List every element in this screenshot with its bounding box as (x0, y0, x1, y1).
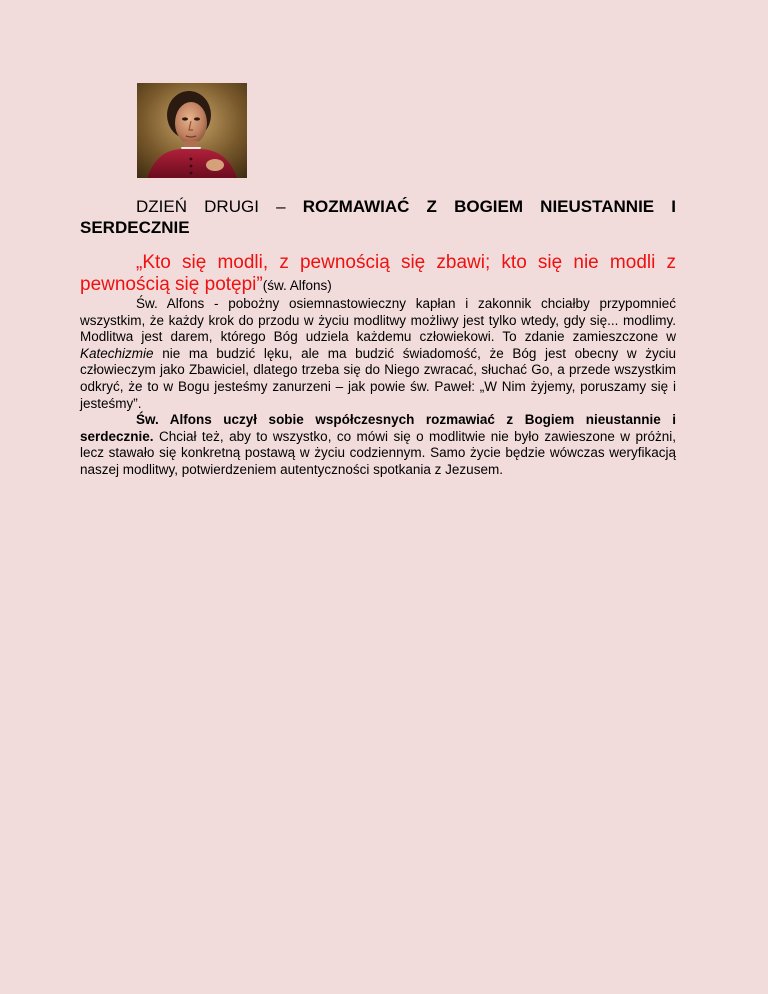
red-quote (80, 252, 676, 297)
heading-prefix: DZIEŃ DRUGI – (136, 197, 303, 216)
body-text (80, 296, 676, 479)
heading-title: ROZMAWIAĆ Z BOGIEM NIEUSTANNIE I SERDECZNIE (80, 197, 677, 237)
paragraph-1-part-1: Św. Alfons - pobożny osiemnastowieczny kapłan i zakonnik chciałby przypomnieć wszystkim, że każdy krok do przodu w życiu modlitwy możliwy jest tylko wtedy, gdy się... modlimy. Modlitwa jest darem, którego Bóg udziela każdemu człowiekowi. To zdanie zamieszczone w (80, 296, 676, 345)
paragraph-2-rest: Chciał też, aby to wszystko, co mówi się o modlitwie nie było zawieszone w próżni, lecz stawało się konkretną postawą w życiu codziennym. Samo życie będzie wówczas weryfikacją naszej modlitwy, potwierdzeniem autentyczności spotkania z Jezusem. (80, 428, 676, 477)
paragraph-2-bold: Św. Alfons uczył sobie współczesnych rozmawiać z Bogiem nieustannie i serdecznie. (80, 412, 676, 444)
quote-source: (św. Alfons) (262, 278, 332, 293)
paragraph-1 (80, 296, 676, 412)
quote-text: „Kto się modli, z pewnością się zbawi; kto się nie modli z pewnością się potępi” (80, 252, 676, 295)
paragraph-1-italic: Katechizmie (80, 345, 154, 361)
paragraph-2 (80, 412, 676, 478)
paragraph-1-part-2: nie ma budzić lęku, ale ma budzić świadomość, że Bóg jest obecny w życiu człowieczym jako Zbawiciel, dlatego trzeba się do Niego zwracać, słuchać Go, a przede wszystkim odkryć, że to w Bogu jesteśmy zanurzeni – jak powie św. Paweł: „W Nim żyjemy, poruszamy się i jesteśmy”. (80, 345, 676, 411)
day-heading (80, 196, 676, 238)
saint-portrait-icon (137, 83, 247, 178)
